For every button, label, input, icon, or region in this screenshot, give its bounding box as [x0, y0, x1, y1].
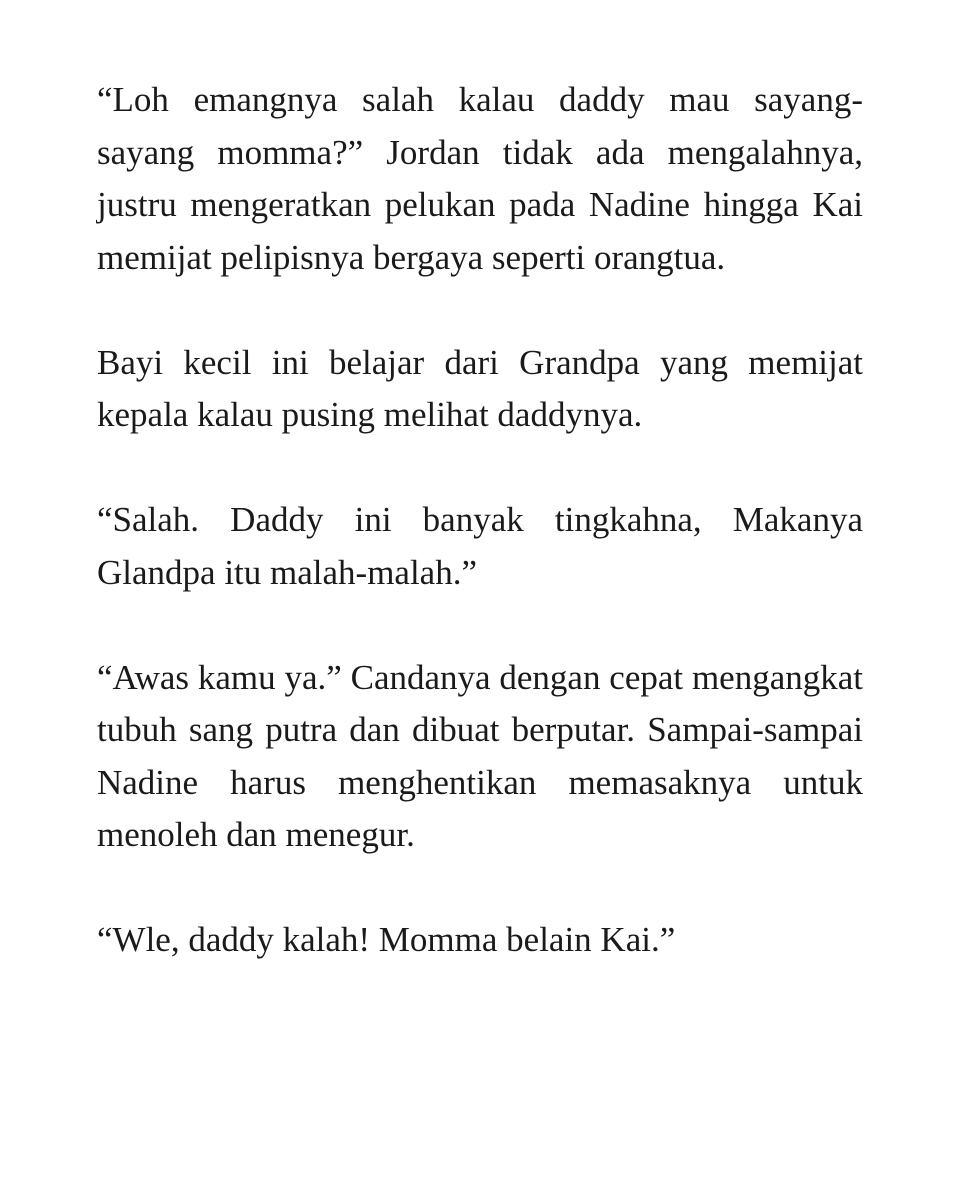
- paragraph-2: Bayi kecil ini belajar dari Grandpa yang memijat kepala kalau pusing melihat daddynya.: [97, 342, 863, 434]
- paragraph-3: “Salah. Daddy ini banyak tingkahna, Makanya Glandpa itu malah-malah.”: [97, 500, 863, 592]
- paragraph-1: “Loh emangnya salah kalau daddy mau sayang-sayang momma?” Jordan tidak ada mengalahnya, justru mengeratkan pelukan pada Nadine hingga Kai memijat pelipisnya bergaya seperti orangtua.: [97, 80, 863, 277]
- story-page: [97, 74, 863, 967]
- paragraph-4: “Awas kamu ya.” Candanya dengan cepat mengangkat tubuh sang putra dan dibuat berputar. Sampai-sampai Nadine harus menghentikan memasaknya untuk menoleh dan menegur.: [97, 657, 863, 854]
- paragraph-5: “Wle, daddy kalah! Momma belain Kai.”: [97, 920, 676, 959]
